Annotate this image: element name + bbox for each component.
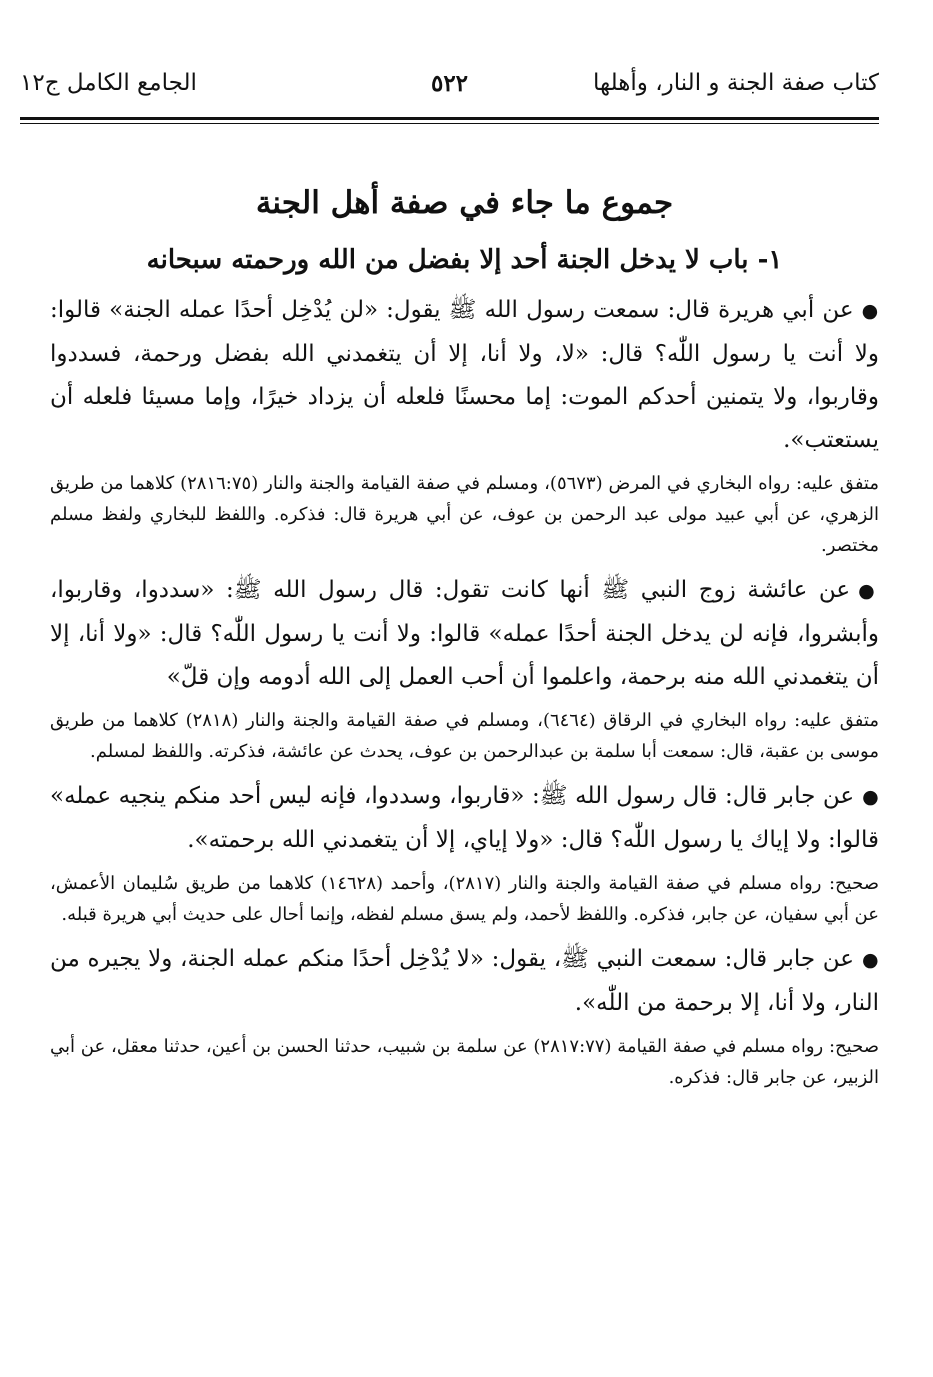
- hadith-text-1: [50, 289, 879, 462]
- entry-3: [50, 775, 879, 930]
- header-rule-thin: [20, 123, 879, 124]
- hadith-source-3: صحيح: رواه مسلم في صفة القيامة والجنة والنار (٢٨١٧)، وأحمد (١٤٦٢٨) كلاهما من طريق سُليمان الأعمش، عن أبي سفيان، عن جابر، فذكره. واللفظ لأحمد، ولم يسق مسلم لفظه، وإنما أحال على حديث أبي هريرة قبله.: [50, 873, 879, 925]
- hadith-source-1: متفق عليه: رواه البخاري في المرض (٥٦٧٣)، ومسلم في صفة القيامة والجنة والنار (٢٨١٦:٧٥) كلاهما من طريق الزهري، عن أبي عبيد مولى عبد الرحمن بن عوف، عن أبي هريرة قال: فذكره. واللفظ للبخاري ولفظ مسلم مختصر.: [50, 473, 879, 556]
- hadith-body-4: عن جابر قال: سمعت النبي ﷺ، يقول: «لا يُدْخِل أحدًا منكم عمله الجنة، ولا يجيره من النار، ولا أنا، إلا برحمة من اللّٰه».: [50, 946, 879, 1016]
- bullet-icon: ●: [858, 580, 879, 602]
- hadith-source-4: صحيح: رواه مسلم في صفة القيامة (٢٨١٧:٧٧) عن سلمة بن شبيب، حدثنا الحسن بن أعين، حدثنا معقل، عن أبي الزبير، عن جابر قال: فذكره.: [50, 1036, 879, 1088]
- hadith-source-2: متفق عليه: رواه البخاري في الرقاق (٦٤٦٤)، ومسلم في صفة القيامة والجنة والنار (٢٨١٨) كلاهما من طريق موسى بن عقبة، قال: سمعت أبا سلمة بن عبدالرحمن بن عوف، يحدث عن عائشة، فذكرته. واللفظ لمسلم.: [50, 710, 879, 762]
- chapter-title: جموع ما جاء في صفة أهل الجنة: [255, 185, 674, 221]
- bullet-icon: ●: [862, 786, 879, 808]
- hadith-text-4: [50, 938, 879, 1025]
- section-title: ١- باب لا يدخل الجنة أحد إلا بفضل من الله ورحمته سبحانه: [146, 245, 783, 275]
- hadith-body-3: عن جابر قال: قال رسول الله ﷺ: «قاربوا، وسددوا، فإنه ليس أحد منكم ينجيه عمله» قالوا: ولا إياك يا رسول اللّٰه؟ قال: «ولا إياي، إلا أن يتغمدني الله برحمته».: [50, 783, 879, 853]
- hadith-body-2: عن عائشة زوج النبي ﷺ أنها كانت تقول: قال رسول الله ﷺ: «سددوا، وقاربوا، وأبشروا، فإنه لن يدخل الجنة أحدًا عمله» قالوا: ولا أنت يا رسول اللّٰه؟ قال: «ولا أنا، إلا أن يتغمدني الله منه برحمة، واعلموا أن أحب العمل إلى الله أدومه وإن قلّ»: [50, 577, 879, 690]
- running-header-book-title: كتاب صفة الجنة و النار، وأهلها: [593, 70, 879, 96]
- entry-2: [50, 569, 879, 767]
- bullet-icon: ●: [862, 949, 879, 971]
- header-rule-thick: [20, 117, 879, 120]
- entry-4: [50, 938, 879, 1093]
- hadith-body-1: عن أبي هريرة قال: سمعت رسول الله ﷺ يقول: «لن يُدْخِل أحدًا عمله الجنة» قالوا: ولا أنت يا رسول اللّٰه؟ قال: «لا، ولا أنا، إلا أن يتغمدني الله بفضل ورحمة، فسددوا وقاربوا، ولا يتمنين أحدكم الموت: إما محسنًا فلعله أن يزداد خيرًا، وإما مسيئا فلعله أن يستعتب».: [50, 297, 879, 453]
- running-header-work-title: الجامع الكامل ج١٢: [20, 70, 197, 96]
- bullet-icon: ●: [861, 300, 879, 322]
- page-number: ٥٢٢: [430, 70, 469, 97]
- running-header: [20, 70, 879, 110]
- hadith-text-3: [50, 775, 879, 862]
- entry-1: [50, 289, 879, 561]
- hadith-text-2: [50, 569, 879, 699]
- page-body: [50, 185, 879, 1101]
